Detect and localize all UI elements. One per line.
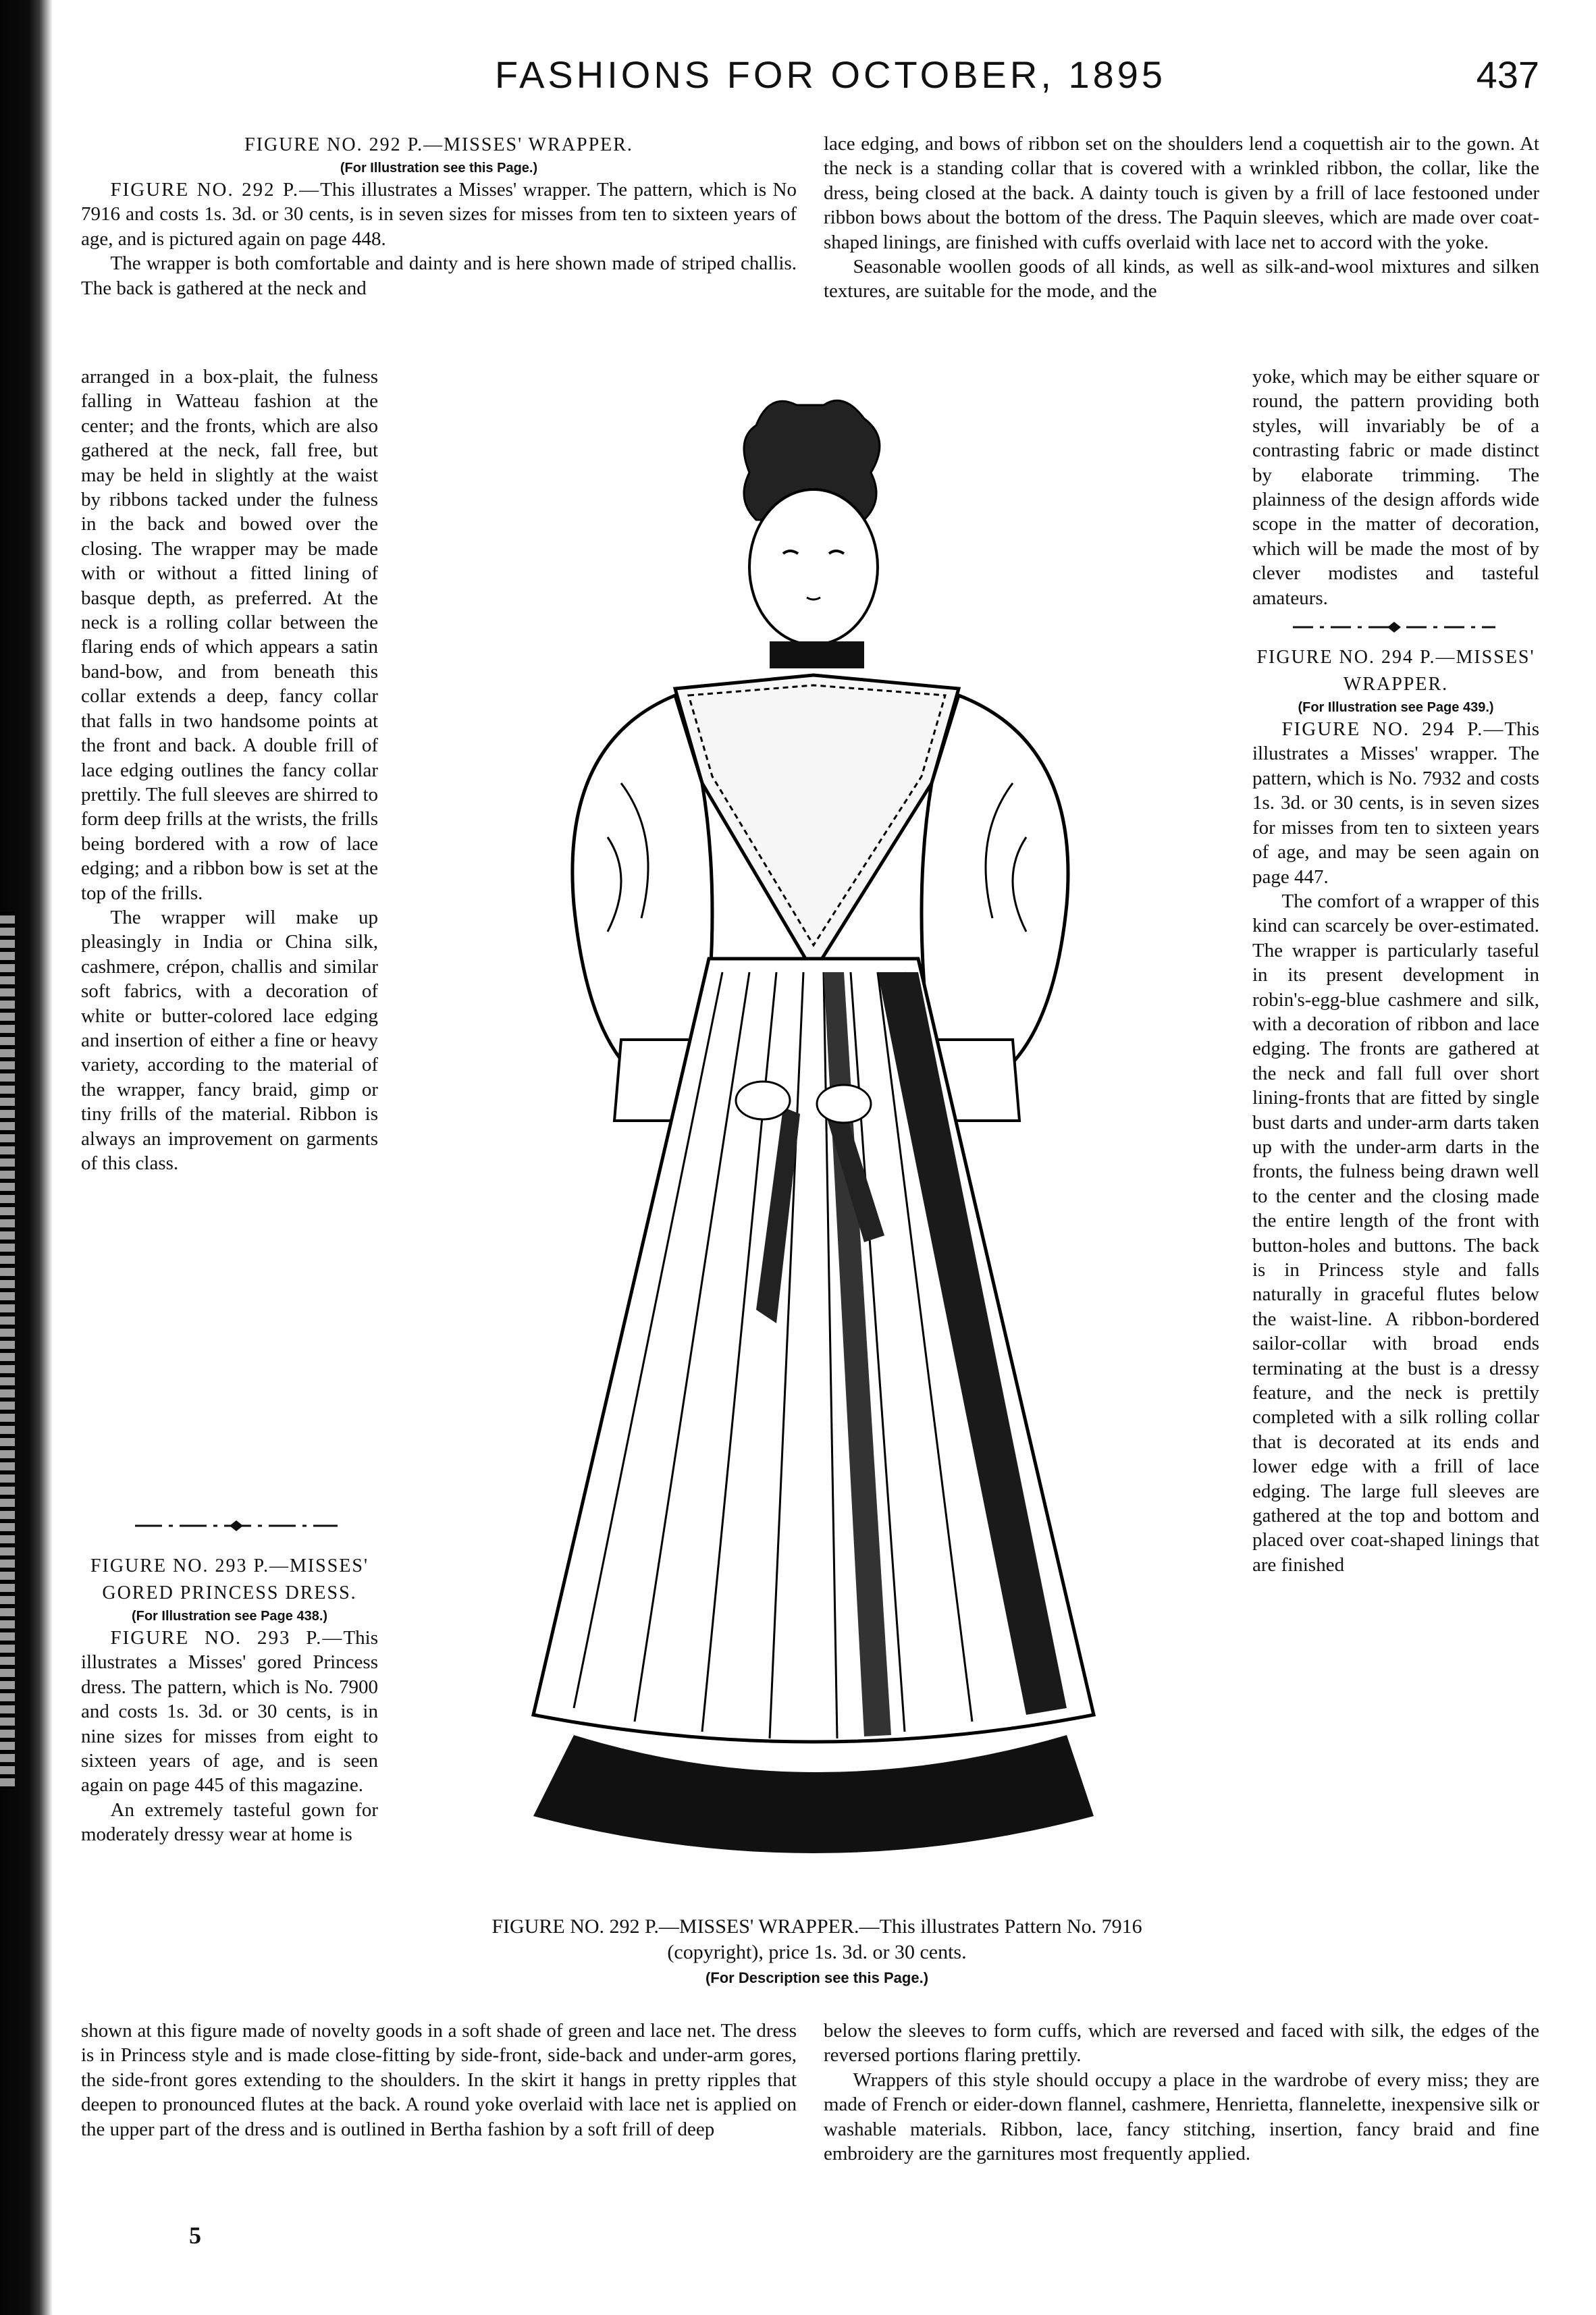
section-separator xyxy=(135,1519,338,1533)
figure-292-text xyxy=(81,178,797,300)
figure-293-subhead: (For Illustration see Page 438.) xyxy=(131,1609,328,1624)
paragraph: This illustrates a Misses' gored Princess dress. The pattern, which is No. 7900 and costs 1s. 3d. or 30 cents, is in nine sizes for misses from eight to sixteen years of age, and is seen again on page 445 of this magazine. xyxy=(81,1627,378,1797)
section-separator xyxy=(1252,610,1539,644)
paragraph: This illustrates a Misses' wrapper. The pattern, which is No. 7932 and costs 1s. 3d. or 30 cents, is in seven sizes for misses from ten to sixteen years of age, and may be seen again on page 447. xyxy=(1252,718,1539,888)
left-column-narrow xyxy=(81,365,378,1175)
figure-292-heading: FIGURE NO. 292 P.—MISSES' WRAPPER. xyxy=(244,134,633,155)
figure-293-heading: FIGURE NO. 293 P.—MISSES' GORED PRINCESS DRESS. xyxy=(90,1555,369,1603)
caption-line: (For Description see this Page.) xyxy=(705,1969,929,1986)
left-column-top xyxy=(81,132,797,300)
wrapper-illustration xyxy=(419,365,1215,1904)
right-column-bottom xyxy=(824,2019,1539,2166)
paragraph: The wrapper will make up pleasingly in India or China silk, cashmere, crépon, challis and similar soft fabrics, with a decoration of white or butter-colored lace edging and insertion of either a fine or heavy variety, according to the material of the wrapper, fancy braid, gimp or tiny frills of the material. Ribbon is always an improvement on garments of this class. xyxy=(81,906,378,1174)
paragraph: An extremely tasteful gown for moderately dressy wear at home is xyxy=(81,1799,378,1846)
paragraph: shown at this figure made of novelty goods in a soft shade of green and lace net. The dress is in Princess style and is made close-fitting by side-front, side-back and under-arm gores, the side-front gores extending to the shoulders. In the skirt it hangs in pretty ripples that deepen to pronounced flutes at the back. A round yoke overlaid with lace net is applied on the upper part of the dress and is outlined in Bertha fashion by a soft frill of deep xyxy=(81,2020,797,2140)
right-column-narrow xyxy=(1252,365,1539,1577)
figure-293-text xyxy=(81,1626,378,1847)
paragraph: The wrapper is both comfortable and dainty and is here shown made of striped challis. The back is gathered at the neck and xyxy=(81,252,797,299)
paragraph: lace edging, and bows of ribbon set on the shoulders lend a coquettish air to the gown. At the neck is a standing collar that is covered with a wrinkled ribbon, the collar, like the dress, being closed at the back. A dainty touch is given by a frill of lace festooned under ribbon bows about the bottom of the dress. The Paquin sleeves, which are made over coat-shaped linings, are finished with cuffs overlaid with lace net to accord with the yoke. xyxy=(824,133,1539,253)
paragraph: The comfort of a wrapper of this kind can scarcely be over-estimated. The wrapper is particularly taseful in its present development in robin's-egg-blue cashmere and silk, with a decoration of ribbon and lace edging. The fronts are gathered at the neck and fall full over short lining-fronts that are fitted by single bust darts and under-arm darts taken up with the under-arm darts in the fronts, the fulness being drawn well to the center and the closing made the entire length of the front with button-holes and buttons. The back is in Princess style and falls naturally in graceful flutes below the waist-line. A ribbon-bordered sailor-collar with broad ends terminating at the bust is a dressy feature, and the neck is prettily completed with a silk rolling collar that is decorated at its ends and lower edge with a frill of lace edging. The large full sleeves are gathered at the top and bottom and placed over coat-shaped linings that are finished xyxy=(1252,890,1539,1576)
paragraph: yoke, which may be either square or round, the pattern providing both styles, will invariably be of a contrasting fabric or made distinct by elaborate trimming. The plainness of the design affords wide scope in the matter of decoration, which will be made the most of by clever modistes and tasteful amateurs. xyxy=(1252,366,1539,609)
paragraph: Seasonable woollen goods of all kinds, as well as silk-and-wool mixtures and silken textures, are suitable for the mode, and the xyxy=(824,256,1539,302)
signature-mark: 5 xyxy=(189,2222,201,2249)
lead-in: FIGURE NO. 294 P.— xyxy=(1281,718,1505,741)
figure-292-subhead: (For Illustration see this Page.) xyxy=(340,161,538,176)
paragraph: This illustrates a Misses' wrapper. The pattern, which is No 7916 and costs 1s. 3d. or 30 cents, is in seven sizes for misses from ten to sixteen years of age, and is pictured again on page 448. xyxy=(81,179,797,250)
figure-294-text xyxy=(1252,717,1539,1577)
figure-294-subhead: (For Illustration see Page 439.) xyxy=(1298,700,1494,716)
paragraph: below the sleeves to form cuffs, which are reversed and faced with silk, the edges of the reversed portions flaring prettily. xyxy=(824,2020,1539,2067)
left-column-bottom xyxy=(81,2019,797,2141)
lead-in: FIGURE NO. 292 P.— xyxy=(110,179,321,201)
figure-294-heading: FIGURE NO. 294 P.—MISSES' WRAPPER. xyxy=(1256,647,1535,695)
paragraph: arranged in a box-plait, the fulness falling in Watteau fashion at the center; and the fronts, which are also gathered at the neck, fall free, but may be held in slightly at the waist by ribbons tacked under the fulness in the back and bowed over the closing. The wrapper may be made with or without a fitted lining of basque depth, as preferred. At the neck is a rolling collar between the flaring ends of which appears a satin band-bow, and from beneath this collar extends a deep, fancy collar that falls in two handsome points at the front and back. A double frill of lace edging outlines the fancy collar prettily. The full sleeves are shirred to form deep frills at the wrists, the frills being bordered with a row of lace edging; and a ribbon bow is set at the top of the frills. xyxy=(81,366,378,904)
running-title: FASHIONS FOR OCTOBER, 1895 xyxy=(494,53,1167,96)
right-column-top xyxy=(824,132,1539,304)
figure-293-section xyxy=(81,1553,378,1847)
binding-texture xyxy=(0,911,15,1789)
lead-in: FIGURE NO. 293 P.— xyxy=(110,1627,344,1649)
figure-caption xyxy=(419,1914,1215,1991)
caption-line: (copyright), price 1s. 3d. or 30 cents. xyxy=(667,1941,967,1963)
page-header xyxy=(81,53,1566,107)
paragraph: Wrappers of this style should occupy a place in the wardrobe of every miss; they are made of French or eider-down flannel, cashmere, Henrietta, flannelette, inexpensive silk or washable materials. Ribbon, lace, fancy stitching, insertion, fancy braid and fine embroidery are the garnitures most frequently applied. xyxy=(824,2069,1539,2165)
page-number: 437 xyxy=(1476,53,1539,96)
caption-line: FIGURE NO. 292 P.—MISSES' WRAPPER.—This illustrates Pattern No. 7916 xyxy=(491,1915,1142,1938)
